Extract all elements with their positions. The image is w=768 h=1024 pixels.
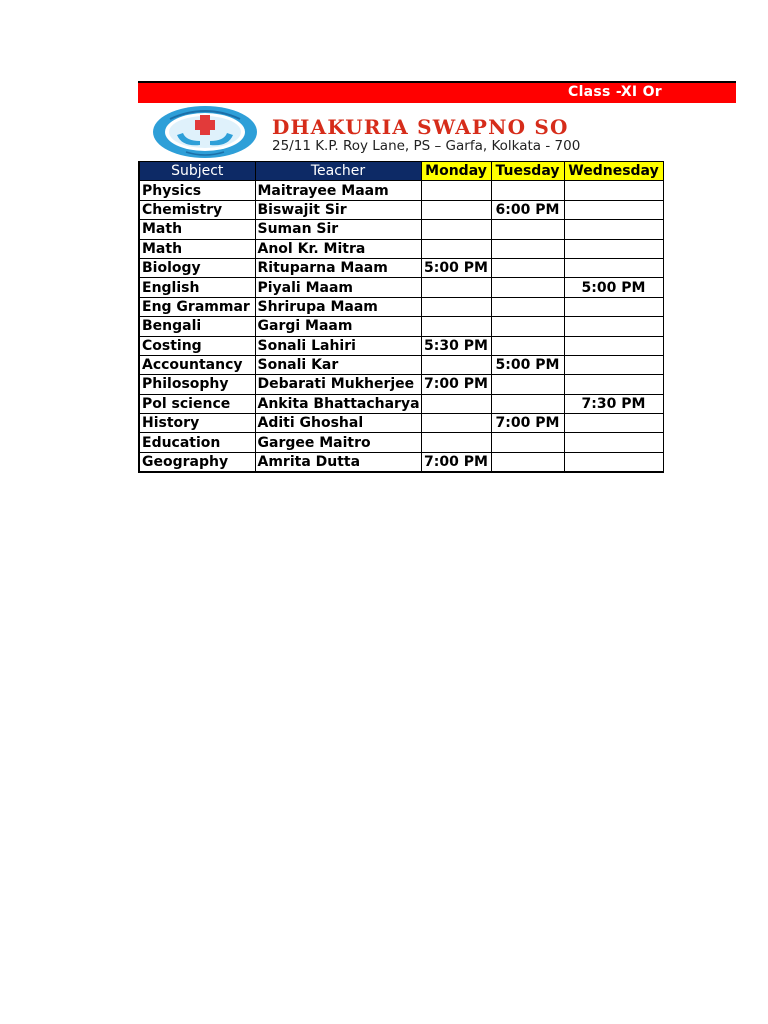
tuesday-cell [491,278,564,297]
header-monday: Monday [421,162,491,181]
tuesday-cell: 5:00 PM [491,355,564,374]
table-row [139,452,663,472]
wednesday-cell [564,200,663,219]
tuesday-cell [491,317,564,336]
hands-cross-logo-icon [152,105,258,159]
tuesday-cell [491,220,564,239]
table-row [139,355,663,374]
monday-cell [421,200,491,219]
wednesday-cell [564,239,663,258]
monday-cell: 5:30 PM [421,336,491,355]
table-row [139,278,663,297]
wednesday-cell: 5:00 PM [564,278,663,297]
subject-cell: Math [139,239,255,258]
header-teacher: Teacher [255,162,421,181]
monday-cell [421,433,491,452]
table-header-row [139,162,663,181]
header-wednesday: Wednesday [564,162,663,181]
monday-cell: 5:00 PM [421,258,491,277]
header-tuesday: Tuesday [491,162,564,181]
teacher-cell: Suman Sir [255,220,421,239]
wednesday-cell [564,452,663,472]
subject-cell: Chemistry [139,200,255,219]
table-row [139,258,663,277]
tuesday-cell [491,258,564,277]
wednesday-cell [564,220,663,239]
class-schedule-table [138,161,664,473]
subject-cell: English [139,278,255,297]
table-row [139,433,663,452]
wednesday-cell [564,414,663,433]
subject-cell: Eng Grammar [139,297,255,316]
tuesday-cell [491,181,564,200]
subject-cell: Physics [139,181,255,200]
table-row [139,181,663,200]
table-row [139,336,663,355]
organization-name: DHAKURIA SWAPNO SO [272,115,569,139]
monday-cell [421,239,491,258]
monday-cell [421,394,491,413]
subject-cell: History [139,414,255,433]
wednesday-cell: 7:30 PM [564,394,663,413]
teacher-cell: Amrita Dutta [255,452,421,472]
tuesday-cell [491,394,564,413]
teacher-cell: Rituparna Maam [255,258,421,277]
table-row [139,375,663,394]
wednesday-cell [564,297,663,316]
header-subject: Subject [139,162,255,181]
wednesday-cell [564,181,663,200]
subject-cell: Costing [139,336,255,355]
organization-address: 25/11 K.P. Roy Lane, PS – Garfa, Kolkata - 700 [272,138,581,154]
tuesday-cell [491,452,564,472]
tuesday-cell: 7:00 PM [491,414,564,433]
wednesday-cell [564,375,663,394]
subject-cell: Biology [139,258,255,277]
monday-cell [421,317,491,336]
organization-banner [138,103,662,161]
teacher-cell: Gargi Maam [255,317,421,336]
tuesday-cell [491,239,564,258]
subject-cell: Pol science [139,394,255,413]
wednesday-cell [564,258,663,277]
monday-cell [421,414,491,433]
teacher-cell: Shrirupa Maam [255,297,421,316]
tuesday-cell [491,375,564,394]
subject-cell: Accountancy [139,355,255,374]
teacher-cell: Aditi Ghoshal [255,414,421,433]
subject-cell: Education [139,433,255,452]
subject-cell: Geography [139,452,255,472]
wednesday-cell [564,336,663,355]
table-row [139,297,663,316]
teacher-cell: Debarati Mukherjee [255,375,421,394]
tuesday-cell [491,433,564,452]
monday-cell [421,220,491,239]
table-row [139,220,663,239]
teacher-cell: Biswajit Sir [255,200,421,219]
subject-cell: Bengali [139,317,255,336]
teacher-cell: Piyali Maam [255,278,421,297]
teacher-cell: Gargee Maitro [255,433,421,452]
table-row [139,200,663,219]
page-title: Class -XI Or [568,84,663,100]
tuesday-cell: 6:00 PM [491,200,564,219]
table-row [139,414,663,433]
teacher-cell: Sonali Kar [255,355,421,374]
tuesday-cell [491,297,564,316]
tuesday-cell [491,336,564,355]
title-bar [138,83,736,103]
wednesday-cell [564,355,663,374]
subject-cell: Math [139,220,255,239]
teacher-cell: Sonali Lahiri [255,336,421,355]
table-row [139,317,663,336]
teacher-cell: Anol Kr. Mitra [255,239,421,258]
monday-cell [421,278,491,297]
table-row [139,394,663,413]
monday-cell [421,297,491,316]
monday-cell: 7:00 PM [421,375,491,394]
monday-cell [421,181,491,200]
monday-cell [421,355,491,374]
wednesday-cell [564,317,663,336]
teacher-cell: Ankita Bhattacharya [255,394,421,413]
monday-cell: 7:00 PM [421,452,491,472]
wednesday-cell [564,433,663,452]
teacher-cell: Maitrayee Maam [255,181,421,200]
subject-cell: Philosophy [139,375,255,394]
table-row [139,239,663,258]
